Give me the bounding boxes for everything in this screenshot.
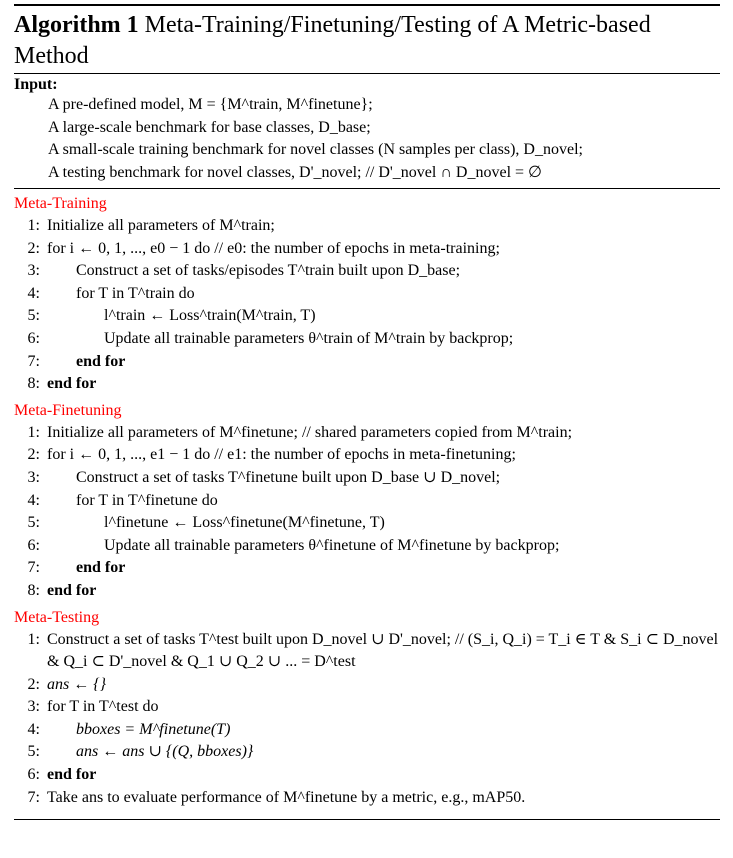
- line-number: 4:: [27, 284, 40, 302]
- section-heading-meta-training: Meta-Training: [14, 195, 107, 212]
- section-heading-meta-finetuning: Meta-Finetuning: [14, 401, 122, 419]
- algo-line: [14, 490, 720, 513]
- line-text: l^finetune ← Loss^finetune(M^finetune, T): [104, 514, 385, 532]
- line-number: 1:: [27, 630, 40, 648]
- line-text: ans ← {}: [47, 675, 107, 693]
- section-heading-meta-testing: Meta-Testing: [14, 608, 100, 626]
- line-text: for i ← 0, 1, ..., e0 − 1 do // e0: the number of epochs in meta-training;: [47, 239, 500, 257]
- line-number: 4:: [27, 491, 40, 509]
- line-text: Initialize all parameters of M^train;: [47, 217, 275, 234]
- line-number: 6:: [27, 536, 40, 554]
- algo-line: [14, 373, 720, 396]
- input-line: A small-scale training benchmark for novel classes (N samples per class), D_novel;: [48, 141, 583, 158]
- line-text: Construct a set of tasks T^finetune built upon D_base ∪ D_novel;: [76, 468, 501, 486]
- input-line: A testing benchmark for novel classes, D'_novel; // D'_novel ∩ D_novel = ∅: [48, 163, 542, 181]
- line-number: 6:: [27, 329, 40, 347]
- line-text: Take ans to evaluate performance of M^finetune by a metric, e.g., mAP50.: [47, 788, 526, 806]
- line-text: Update all trainable parameters θ^finetune of M^finetune by backprop;: [104, 536, 560, 554]
- algo-line: [14, 351, 720, 374]
- algo-line: [14, 305, 720, 328]
- algorithm-title: [14, 6, 720, 73]
- algo-line: [14, 215, 720, 238]
- line-number: 5:: [27, 743, 40, 761]
- line-number: 2:: [27, 239, 40, 257]
- algo-line: [14, 629, 720, 674]
- line-number: 8:: [27, 375, 40, 393]
- input-rule: [14, 188, 720, 189]
- line-number: 3:: [27, 262, 40, 280]
- algo-line: [14, 674, 720, 697]
- algo-line: [14, 764, 720, 787]
- bottom-rule: [14, 819, 720, 820]
- algo-line: [14, 328, 720, 351]
- line-number: 8:: [27, 581, 40, 599]
- line-text: bboxes = M^finetune(T): [76, 720, 231, 738]
- algo-line: [14, 238, 720, 261]
- input-lines: [14, 94, 720, 184]
- algo-line: [14, 512, 720, 535]
- line-number: 3:: [27, 698, 40, 716]
- algo-line: [14, 557, 720, 580]
- line-number: 1:: [27, 217, 40, 234]
- algo-line: [14, 422, 720, 445]
- line-text: Construct a set of tasks/episodes T^train built upon D_base;: [76, 262, 461, 280]
- line-text: end for: [47, 375, 97, 393]
- line-text: for T in T^train do: [76, 284, 195, 302]
- line-number: 4:: [27, 720, 40, 738]
- line-number: 7:: [27, 559, 40, 577]
- line-text: Initialize all parameters of M^finetune; // shared parameters copied from M^train;: [47, 423, 573, 441]
- line-number: 6:: [27, 766, 40, 784]
- line-text: for T in T^finetune do: [76, 491, 218, 509]
- line-number: 1:: [27, 423, 40, 441]
- algo-line: [14, 535, 720, 558]
- input-heading: Input:: [14, 76, 58, 93]
- line-text: l^train ← Loss^train(M^train, T): [104, 307, 316, 325]
- algorithm-block: [14, 4, 720, 820]
- line-number: 2:: [27, 446, 40, 464]
- line-number: 3:: [27, 468, 40, 486]
- line-number: 2:: [27, 675, 40, 693]
- line-text: for T in T^test do: [47, 698, 159, 716]
- input-line: A pre-defined model, M = {M^train, M^finetune};: [48, 96, 373, 113]
- algo-line: [14, 696, 720, 719]
- line-number: 7:: [27, 788, 40, 806]
- input-line: A large-scale benchmark for base classes, D_base;: [48, 118, 371, 136]
- algo-line: [14, 741, 720, 764]
- algorithm-title-text: Meta-Training/Finetuning/Testing of A Metric-based Method: [14, 12, 651, 69]
- title-rule: [14, 73, 720, 74]
- algo-line: [14, 283, 720, 306]
- line-text: end for: [76, 559, 126, 577]
- line-number: 7:: [27, 352, 40, 370]
- line-text: end for: [47, 581, 97, 599]
- line-number: 5:: [27, 514, 40, 532]
- algo-line: [14, 444, 720, 467]
- line-text: Construct a set of tasks T^test built upon D_novel ∪ D'_novel; // (S_i, Q_i) = T_i ∈ T & S_i ⊂ D_novel & Q_i ⊂ D'_novel & Q_1 ∪ Q_2 ∪ ... = D^test: [47, 630, 719, 671]
- algo-line: [14, 467, 720, 490]
- line-number: 5:: [27, 307, 40, 325]
- algo-line: [14, 719, 720, 742]
- algo-line: [14, 260, 720, 283]
- line-text: for i ← 0, 1, ..., e1 − 1 do // e1: the number of epochs in meta-finetuning;: [47, 446, 516, 464]
- line-text: end for: [47, 766, 97, 784]
- algorithm-label: Algorithm 1: [14, 12, 139, 38]
- algo-line: [14, 580, 720, 603]
- line-text: end for: [76, 352, 126, 370]
- line-text: ans ← ans ∪ {(Q, bboxes)}: [76, 743, 254, 761]
- algo-line: [14, 787, 720, 810]
- line-text: Update all trainable parameters θ^train of M^train by backprop;: [104, 329, 514, 347]
